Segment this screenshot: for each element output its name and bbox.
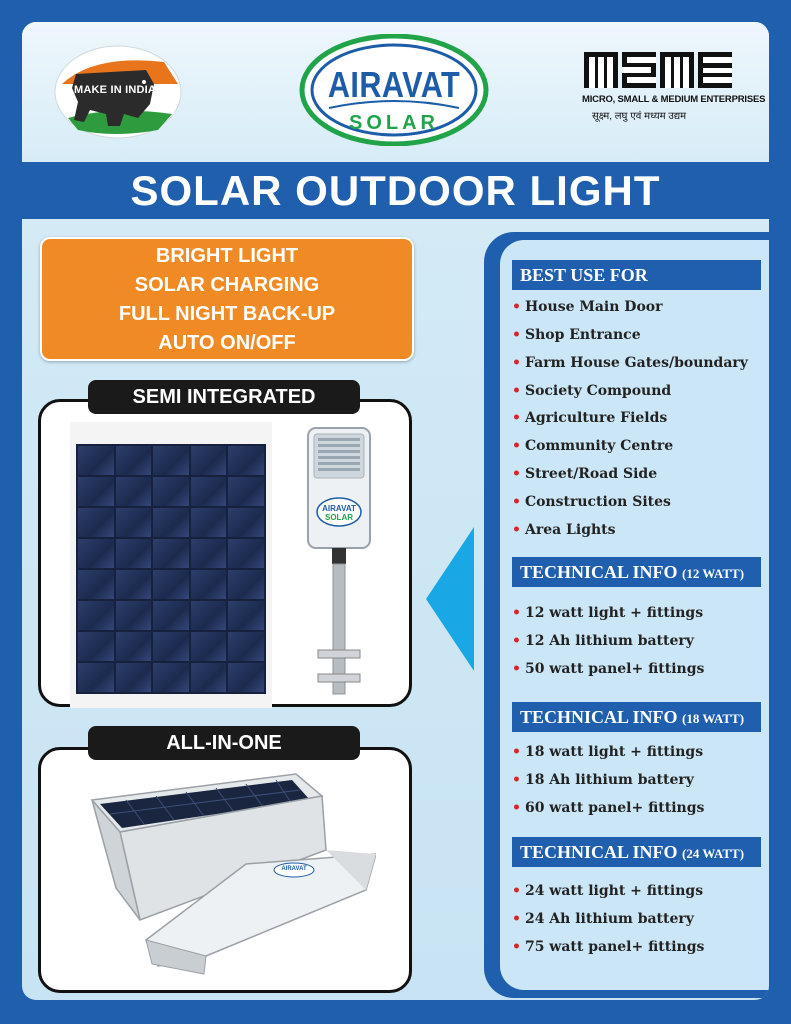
msme-wordmark-icon bbox=[584, 50, 734, 90]
bullet-icon: • bbox=[512, 438, 521, 454]
all-in-one-light-image bbox=[86, 770, 376, 980]
make-in-india-text: MAKE IN INDIA bbox=[74, 84, 157, 96]
lamp-brand-top: AIRAVAT bbox=[322, 504, 356, 513]
bullet-icon: • bbox=[512, 633, 521, 649]
features-box bbox=[40, 237, 414, 361]
tech-info-heading-12w: TECHNICAL INFO (12 WATT) bbox=[512, 557, 761, 587]
tech-info-heading-18w: TECHNICAL INFO (18 WATT) bbox=[512, 702, 761, 732]
msme-tagline-english: MICRO, SMALL & MEDIUM ENTERPRISES bbox=[582, 94, 766, 105]
bullet-icon: • bbox=[512, 911, 521, 927]
solar-panel-cells bbox=[76, 444, 266, 694]
feature-item: SOLAR CHARGING bbox=[134, 274, 320, 296]
bullet-icon: • bbox=[512, 605, 521, 621]
best-use-item: • Street/Road Side bbox=[512, 466, 658, 482]
semi-integrated-label: SEMI INTEGRATED bbox=[88, 380, 360, 414]
msme-tagline-hindi: सूक्ष्म, लघु एवं मध्यम उद्यम bbox=[592, 111, 687, 122]
header bbox=[22, 22, 769, 162]
bullet-icon: • bbox=[512, 355, 521, 371]
best-use-item: • Shop Entrance bbox=[512, 327, 641, 343]
bullet-icon: • bbox=[512, 522, 521, 538]
lamp-brand-bottom: SOLAR bbox=[325, 513, 353, 522]
tech-item: • 24 Ah lithium battery bbox=[512, 911, 694, 927]
bullet-icon: • bbox=[512, 800, 521, 816]
feature-item: AUTO ON/OFF bbox=[158, 332, 296, 354]
best-use-item: • Society Compound bbox=[512, 383, 672, 399]
tech-info-heading-24w: TECHNICAL INFO (24 WATT) bbox=[512, 837, 761, 867]
bullet-icon: • bbox=[512, 299, 521, 315]
brand-subtitle: SOLAR bbox=[349, 112, 439, 134]
page-title: SOLAR OUTDOOR LIGHT bbox=[130, 167, 661, 214]
best-use-item: • Agriculture Fields bbox=[512, 410, 668, 426]
tech-item: • 50 watt panel+ fittings bbox=[512, 661, 705, 677]
brochure-frame bbox=[22, 22, 769, 1000]
best-use-item: • Construction Sites bbox=[512, 494, 671, 510]
bullet-icon: • bbox=[512, 410, 521, 426]
lamp-brand-label bbox=[319, 504, 359, 522]
best-use-item: • House Main Door bbox=[512, 299, 663, 315]
tech-item: • 75 watt panel+ fittings bbox=[512, 939, 705, 955]
pointer-arrow-icon bbox=[426, 527, 474, 671]
bullet-icon: • bbox=[512, 939, 521, 955]
bullet-icon: • bbox=[512, 772, 521, 788]
tech-item: • 12 watt light + fittings bbox=[512, 605, 704, 621]
bullet-icon: • bbox=[512, 744, 521, 760]
bullet-icon: • bbox=[512, 661, 521, 677]
bullet-icon: • bbox=[512, 466, 521, 482]
solar-panel-image bbox=[70, 422, 272, 708]
tech-item: • 18 watt light + fittings bbox=[512, 744, 704, 760]
street-lamp-image bbox=[298, 424, 378, 696]
tech-item: • 24 watt light + fittings bbox=[512, 883, 704, 899]
feature-item: FULL NIGHT BACK-UP bbox=[118, 303, 336, 325]
tech-item: • 60 watt panel+ fittings bbox=[512, 800, 705, 816]
bullet-icon: • bbox=[512, 494, 521, 510]
tech-item: • 12 Ah lithium battery bbox=[512, 633, 694, 649]
best-use-item: • Area Lights bbox=[512, 522, 616, 538]
best-use-heading: BEST USE FOR bbox=[512, 260, 761, 290]
feature-item: BRIGHT LIGHT bbox=[155, 245, 299, 267]
best-use-item: • Farm House Gates/boundary bbox=[512, 355, 748, 371]
all-in-one-label: ALL-IN-ONE bbox=[88, 726, 360, 760]
tech-item: • 18 Ah lithium battery bbox=[512, 772, 694, 788]
brand-name: AIRAVAT bbox=[327, 64, 461, 105]
best-use-item: • Community Centre bbox=[512, 438, 674, 454]
msme-logo bbox=[582, 48, 766, 148]
brand-logo bbox=[299, 34, 489, 146]
bullet-icon: • bbox=[512, 383, 521, 399]
bullet-icon: • bbox=[512, 327, 521, 343]
make-in-india-logo bbox=[54, 44, 182, 140]
bullet-icon: • bbox=[512, 883, 521, 899]
aio-brand-label: AIRAVAT bbox=[281, 866, 307, 872]
